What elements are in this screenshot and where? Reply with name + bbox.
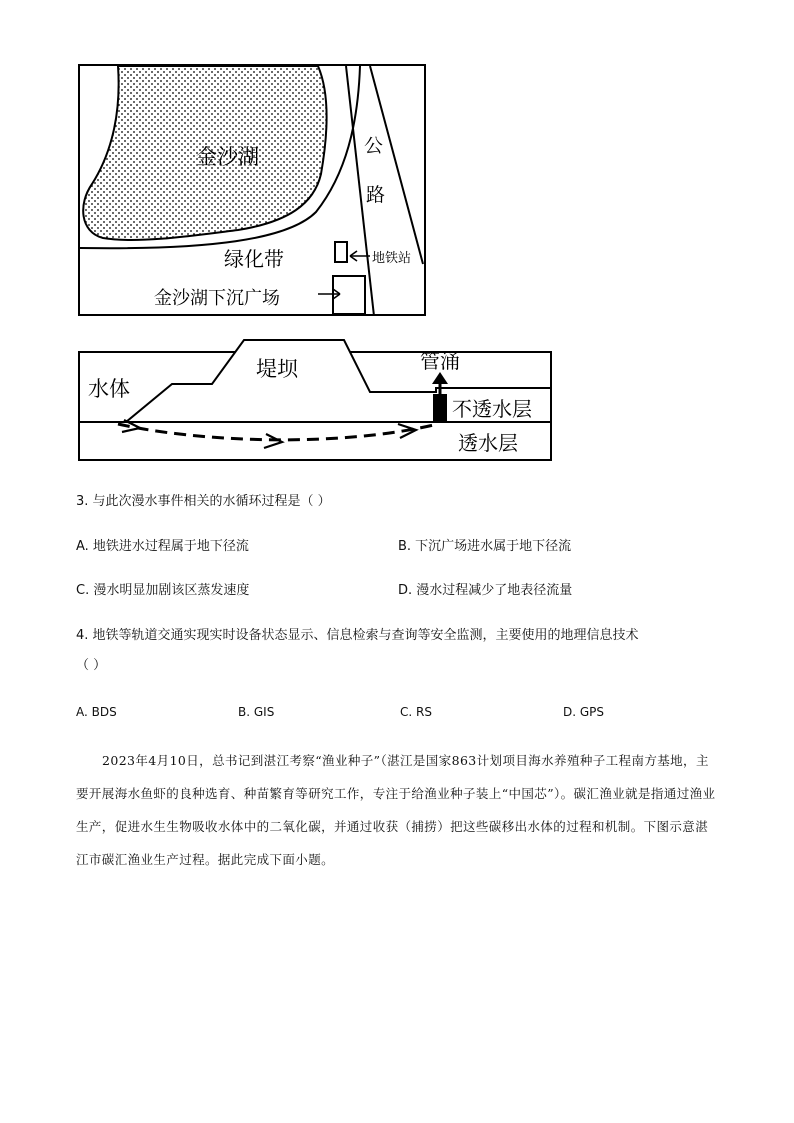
road-label-top: 公 [364, 135, 384, 157]
culvert-pipe [433, 394, 447, 422]
green-belt-label: 绿化带 [224, 247, 284, 271]
reading-passage: 2023年4月10日，总书记到湛江考察“渔业种子”（湛江是国家863计划项目海水养殖种子工程南方基地，主要开展海水鱼虾的良种选育、种苗繁育等研究工作，专注于给渔业种子装上“中国芯”）。碳汇渔业就是指通过渔业生产，促进水生生物吸收水体中的二氧化碳，并通过收获（捕捞）把这些碳移出水体的过程和机制。下图示意湛江市碳汇渔业生产过程。据此完成下面小题。 [76, 753, 716, 867]
q3-option-b[interactable]: B. 下沉广场进水属于地下径流 [398, 539, 572, 554]
lake-label: 金沙湖 [196, 145, 259, 169]
q4-option-a[interactable]: A. BDS [76, 705, 117, 719]
q3-option-a[interactable]: A. 地铁进水过程属于地下径流 [76, 539, 249, 554]
dam-cross-section [78, 338, 552, 462]
water-label: 水体 [88, 377, 130, 401]
q3-option-c[interactable]: C. 漫水明显加剧该区蒸发速度 [76, 583, 250, 598]
permeable-label: 透水层 [458, 431, 518, 455]
q4-option-c[interactable]: C. RS [400, 705, 432, 719]
road-label-bottom: 路 [366, 184, 386, 206]
dam-label: 堤坝 [256, 357, 298, 381]
q3-option-d[interactable]: D. 漫水过程减少了地表径流量 [398, 583, 573, 598]
q4-option-b[interactable]: B. GIS [238, 705, 275, 719]
metro-station-box [335, 242, 347, 262]
plaza-label: 金沙湖下沉广场 [154, 288, 280, 309]
question-4-stem-line1: 4. 地铁等轨道交通实现实时设备状态显示、信息检索与查询等安全监测，主要使用的地理信息技术 [76, 628, 639, 643]
q4-option-d[interactable]: D. GPS [563, 705, 605, 719]
question-4-stem-line2: （ ） [76, 658, 107, 673]
station-label: 地铁站 [372, 251, 412, 266]
question-3-stem: 3. 与此次漫水事件相关的水循环过程是（ ） [76, 494, 331, 509]
culvert-label: 管涌 [420, 349, 460, 373]
location-map [78, 64, 426, 316]
impermeable-label: 不透水层 [452, 397, 532, 421]
